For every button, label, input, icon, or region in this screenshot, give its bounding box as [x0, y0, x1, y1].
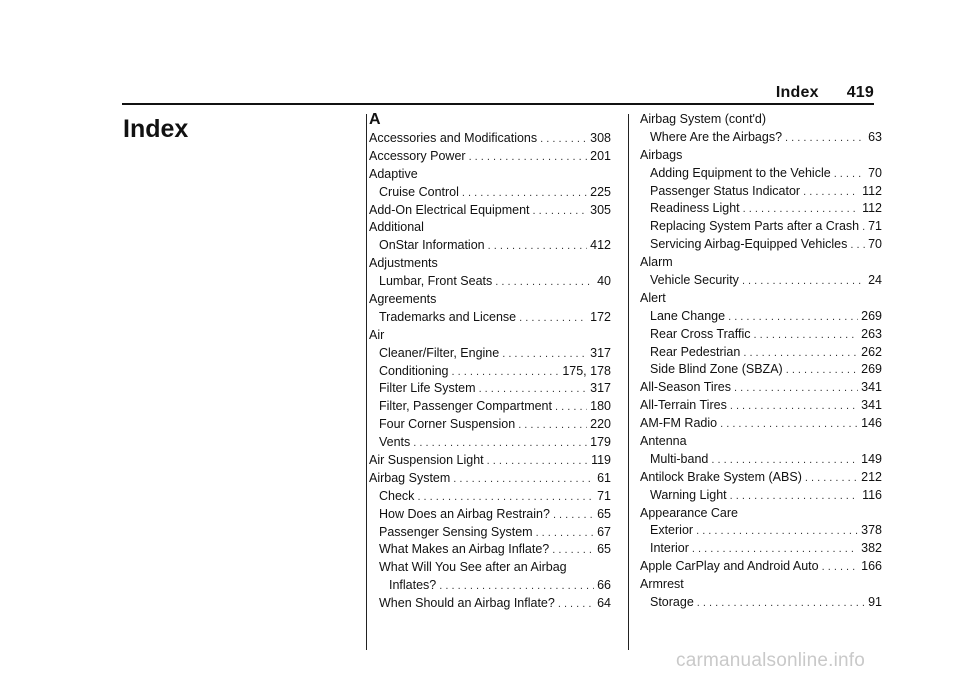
index-entry-label: Armrest: [640, 577, 684, 592]
dot-leader: [728, 309, 858, 327]
index-entry-page: 172: [590, 309, 611, 324]
index-entry-label: Adjustments: [369, 256, 438, 271]
index-entry-page: 317: [590, 381, 611, 396]
index-entry: [369, 273, 611, 291]
index-entry-label: Four Corner Suspension: [379, 417, 516, 432]
page-title: Index: [123, 115, 189, 143]
dot-leader: [786, 362, 858, 380]
index-entry-page: 269: [861, 308, 882, 323]
index-entry: [369, 255, 611, 273]
dot-leader: [834, 166, 865, 184]
index-entry-label: Alert: [640, 290, 666, 305]
dot-leader: [479, 381, 588, 399]
dot-leader: [518, 417, 587, 435]
index-entry-label: Antenna: [640, 434, 687, 449]
index-entry-label: Accessory Power: [369, 148, 466, 163]
dot-leader: [822, 559, 859, 577]
dot-leader: [734, 380, 858, 398]
dot-leader: [536, 525, 595, 543]
index-entry: [640, 379, 882, 397]
dot-leader: [553, 507, 594, 525]
index-entry-page: 166: [861, 559, 882, 574]
index-entry-label: Air: [369, 327, 385, 342]
index-entry-page: 317: [590, 345, 611, 360]
index-entry: [369, 363, 611, 381]
dot-leader: [697, 595, 865, 613]
index-entry: [369, 130, 611, 148]
index-entry-label: Inflates?: [389, 578, 437, 593]
index-entry-page: 263: [861, 326, 882, 341]
index-entry-label: All-Terrain Tires: [640, 398, 727, 413]
index-entry-label: Add-On Electrical Equipment: [369, 202, 530, 217]
index-entry: [369, 184, 611, 202]
index-entry: [369, 380, 611, 398]
index-entry-label: Multi-band: [650, 451, 709, 466]
dot-leader: [487, 453, 588, 471]
index-entry-label: AM-FM Radio: [640, 416, 718, 431]
index-entry: [369, 595, 611, 613]
dot-leader: [862, 219, 865, 237]
index-entry: [369, 434, 611, 452]
index-entry-label: Lane Change: [650, 308, 726, 323]
index-entry-label: Rear Pedestrian: [650, 344, 741, 359]
dot-leader: [785, 130, 865, 148]
index-entry: [369, 309, 611, 327]
index-entry: [640, 111, 882, 129]
index-entry-label: Servicing Airbag-Equipped Vehicles: [650, 237, 848, 252]
index-entry-list: [369, 130, 611, 613]
column-divider-left: [366, 114, 367, 650]
dot-leader: [730, 398, 858, 416]
index-entry: [640, 451, 882, 469]
index-entry-page: 225: [590, 184, 611, 199]
index-entry: [369, 202, 611, 220]
index-column-b: [640, 111, 882, 612]
index-entry-page: 175, 178: [562, 363, 611, 378]
index-entry: [640, 594, 882, 612]
dot-leader: [555, 399, 587, 417]
index-entry-label: Filter Life System: [379, 381, 476, 396]
index-entry: [640, 487, 882, 505]
index-entry-label: Appearance Care: [640, 505, 738, 520]
index-entry-page: 382: [861, 541, 882, 556]
index-entry: [640, 308, 882, 326]
dot-leader: [696, 523, 858, 541]
index-entry: [640, 558, 882, 576]
index-entry-page: 61: [597, 470, 611, 485]
index-entry-page: 341: [861, 398, 882, 413]
index-entry: [369, 219, 611, 237]
index-entry-label: How Does an Airbag Restrain?: [379, 506, 550, 521]
index-entry-list: [640, 111, 882, 612]
dot-leader: [413, 435, 587, 453]
index-entry-label: Trademarks and License: [379, 309, 517, 324]
index-entry-label: Warning Light: [650, 487, 727, 502]
index-entry-page: 180: [590, 399, 611, 414]
index-entry: [640, 433, 882, 451]
index-entry: [640, 397, 882, 415]
index-entry-page: 71: [868, 219, 882, 234]
index-entry: [640, 361, 882, 379]
index-entry-page: 64: [597, 596, 611, 611]
index-entry-label: Interior: [650, 541, 689, 556]
index-entry-label: Adding Equipment to the Vehicle: [650, 165, 831, 180]
index-entry-label: Side Blind Zone (SBZA): [650, 362, 783, 377]
index-entry-label: Airbag System: [369, 470, 451, 485]
index-entry: [369, 166, 611, 184]
dot-leader: [743, 345, 858, 363]
index-entry-label: Passenger Status Indicator: [650, 183, 801, 198]
index-entry-page: 220: [590, 417, 611, 432]
dot-leader: [462, 185, 587, 203]
index-entry-label: Alarm: [640, 255, 673, 270]
dot-leader: [533, 203, 588, 221]
running-head-section: Index: [775, 84, 819, 101]
index-entry-page: 67: [597, 524, 611, 539]
index-entry: [640, 576, 882, 594]
index-entry-label: Replacing System Parts after a Crash: [650, 219, 860, 234]
index-entry-label: Storage: [650, 595, 694, 610]
watermark: carmanualsonline.info: [676, 650, 866, 671]
index-entry-page: 63: [868, 129, 882, 144]
index-entry-label: Vents: [379, 435, 411, 450]
index-entry-page: 179: [590, 435, 611, 450]
index-entry-label: Where Are the Airbags?: [650, 129, 783, 144]
index-entry-label: Additional: [369, 220, 424, 235]
index-entry: [640, 236, 882, 254]
index-entry-page: 149: [861, 451, 882, 466]
dot-leader: [850, 237, 865, 255]
index-entry: [640, 165, 882, 183]
index-entry-label: Passenger Sensing System: [379, 524, 533, 539]
index-entry: [640, 540, 882, 558]
index-entry-label: Agreements: [369, 292, 437, 307]
dot-leader: [720, 416, 858, 434]
index-entry: [369, 577, 611, 595]
index-entry-page: 146: [861, 416, 882, 431]
dot-leader: [495, 274, 594, 292]
index-entry-page: 91: [868, 595, 882, 610]
index-entry-page: 308: [590, 131, 611, 145]
column-divider-right: [628, 114, 629, 650]
index-entry: [369, 524, 611, 542]
index-entry-label: Accessories and Modifications: [369, 131, 538, 145]
index-entry-page: 112: [862, 183, 882, 198]
index-entry: [369, 506, 611, 524]
index-entry: [640, 254, 882, 272]
dot-leader: [711, 452, 858, 470]
dot-leader: [540, 131, 587, 149]
index-entry-page: 201: [590, 148, 611, 163]
index-entry-label: Readiness Light: [650, 201, 740, 216]
index-entry-label: What Will You See after an Airbag: [379, 560, 567, 575]
dot-leader: [754, 327, 859, 345]
index-entry-page: 116: [862, 487, 882, 502]
index-entry: [369, 327, 611, 345]
dot-leader: [439, 578, 594, 596]
index-entry-page: 269: [861, 362, 882, 377]
index-entry: [369, 398, 611, 416]
index-entry: [640, 415, 882, 433]
dot-leader: [502, 346, 587, 364]
index-entry: [369, 452, 611, 470]
index-entry-page: 112: [862, 201, 882, 216]
index-entry-label: Adaptive: [369, 166, 418, 181]
index-entry-label: Airbags: [640, 147, 683, 162]
index-entry: [369, 559, 611, 577]
index-entry-page: 341: [861, 380, 882, 395]
index-entry-page: 40: [597, 274, 611, 289]
index-entry-page: 70: [868, 165, 882, 180]
index-entry-label: Rear Cross Traffic: [650, 326, 751, 341]
dot-leader: [743, 201, 859, 219]
dot-leader: [730, 488, 859, 506]
index-entry-page: 24: [868, 273, 882, 288]
index-entry-label: Check: [379, 488, 415, 503]
dot-leader: [692, 541, 858, 559]
index-column-a: [369, 110, 611, 613]
index-entry: [640, 183, 882, 201]
index-entry-page: 119: [591, 453, 611, 468]
index-entry: [369, 416, 611, 434]
index-entry-label: Air Suspension Light: [369, 453, 484, 468]
header-rule: [122, 103, 874, 105]
index-entry: [640, 344, 882, 362]
index-entry-label: Vehicle Security: [650, 273, 739, 288]
index-entry-label: OnStar Information: [379, 238, 485, 253]
index-entry: [640, 522, 882, 540]
dot-leader: [805, 470, 858, 488]
index-entry-label: Conditioning: [379, 363, 449, 378]
index-entry-label: Apple CarPlay and Android Auto: [640, 559, 819, 574]
index-entry: [369, 541, 611, 559]
index-entry: [640, 469, 882, 487]
dot-leader: [519, 310, 587, 328]
index-entry-label: Lumbar, Front Seats: [379, 274, 493, 289]
index-entry-label: Cleaner/Filter, Engine: [379, 345, 500, 360]
index-entry-label: Cruise Control: [379, 184, 459, 199]
index-entry: [640, 290, 882, 308]
index-entry-label: When Should an Airbag Inflate?: [379, 596, 555, 611]
index-entry-page: 65: [597, 506, 611, 521]
index-entry-label: All-Season Tires: [640, 380, 732, 395]
index-entry: [640, 218, 882, 236]
index-entry: [369, 345, 611, 363]
index-entry: [369, 237, 611, 255]
index-entry: [369, 488, 611, 506]
dot-leader: [453, 471, 594, 489]
index-entry: [640, 200, 882, 218]
dot-leader: [417, 489, 594, 507]
index-entry-label: Exterior: [650, 523, 694, 538]
index-entry-page: 66: [597, 578, 611, 593]
dot-leader: [469, 149, 588, 167]
index-entry: [369, 470, 611, 488]
dot-leader: [742, 273, 865, 291]
index-entry-page: 305: [590, 202, 611, 217]
index-entry-page: 65: [597, 542, 611, 557]
index-letter-heading: A: [369, 111, 381, 128]
index-entry-page: 412: [590, 238, 611, 253]
index-entry-label: Filter, Passenger Compartment: [379, 399, 552, 414]
dot-leader: [803, 184, 859, 202]
index-entry: [640, 326, 882, 344]
index-entry-label: What Makes an Airbag Inflate?: [379, 542, 550, 557]
dot-leader: [552, 542, 594, 560]
index-entry: [369, 291, 611, 309]
index-entry-label: Airbag System (cont'd): [640, 112, 767, 126]
index-entry: [640, 505, 882, 523]
index-entry: [369, 148, 611, 166]
dot-leader: [558, 596, 594, 614]
dot-leader: [488, 238, 588, 256]
running-head: [776, 84, 874, 102]
index-entry: [640, 272, 882, 290]
dot-leader: [452, 364, 560, 382]
page-number: 419: [846, 84, 874, 101]
index-entry: [640, 147, 882, 165]
index-entry-page: 378: [861, 523, 882, 538]
index-entry: [640, 129, 882, 147]
index-entry-page: 70: [868, 237, 882, 252]
index-entry-label: Antilock Brake System (ABS): [640, 469, 802, 484]
index-entry-page: 262: [861, 344, 882, 359]
index-entry-page: 212: [861, 469, 882, 484]
index-entry-page: 71: [597, 488, 611, 503]
